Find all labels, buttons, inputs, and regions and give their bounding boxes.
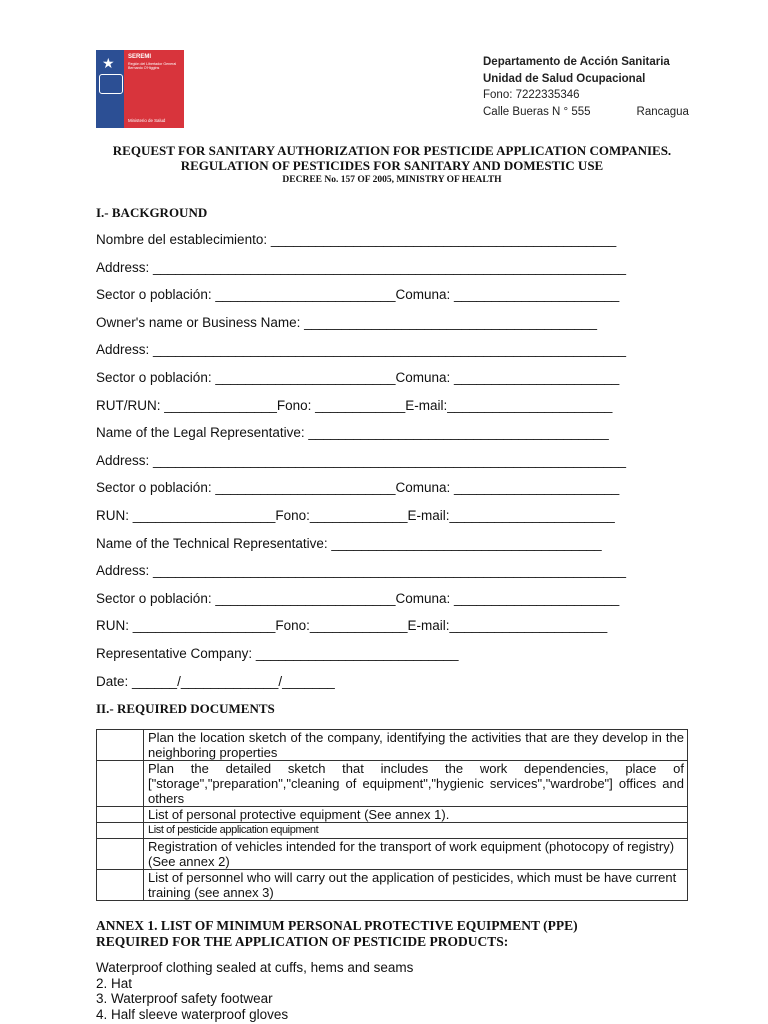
field-sector-comuna[interactable]: Sector o población: ________________________Comuna: ______________________ bbox=[96, 287, 620, 303]
logo-blue-panel bbox=[96, 50, 124, 128]
field-owner-sector-comuna[interactable]: Sector o población: ________________________Comuna: ______________________ bbox=[96, 369, 620, 385]
section-required-documents-heading: II.- REQUIRED DOCUMENTS bbox=[96, 701, 275, 716]
field-owner-address[interactable]: Address: _______________________________________________________________ bbox=[96, 342, 627, 358]
background-form bbox=[96, 230, 676, 699]
department-phone: Fono: 7222335346 bbox=[483, 89, 580, 101]
field-technical-address[interactable]: Address: _______________________________________________________________ bbox=[96, 563, 627, 579]
check-cell[interactable] bbox=[97, 839, 144, 870]
field-technical-run-fono-email[interactable]: RUN: ___________________Fono:_____________E-mail:_____________________ bbox=[96, 618, 608, 634]
document-item: Plan the location sketch of the company, identifying the activities that are they develop in the neighboring properties bbox=[144, 730, 688, 761]
document-item: List of pesticide application equipment bbox=[144, 823, 688, 839]
field-legal-run-fono-email[interactable]: RUN: ___________________Fono:_____________E-mail:______________________ bbox=[96, 507, 615, 523]
department-address: Calle Bueras N ° 555 bbox=[483, 105, 591, 118]
department-info bbox=[483, 54, 689, 120]
table-row bbox=[97, 839, 688, 870]
list-item: 3. Waterproof safety footwear bbox=[96, 991, 273, 1006]
document-item: Registration of vehicles intended for the transport of work equipment (photocopy of registry) (See annex 2) bbox=[144, 839, 688, 870]
list-item: Waterproof clothing sealed at cuffs, hems and seams bbox=[96, 960, 414, 975]
list-item: 4. Half sleeve waterproof gloves bbox=[96, 1006, 289, 1022]
document-item: List of personal protective equipment (See annex 1). bbox=[144, 807, 688, 823]
unit-name: Unidad de Salud Ocupacional bbox=[483, 72, 646, 85]
check-cell[interactable] bbox=[97, 761, 144, 807]
logo-region: Región del Libertador General Bernardo O'Higgins bbox=[128, 62, 177, 71]
star-icon: ★ bbox=[102, 55, 115, 71]
department-city: Rancagua bbox=[636, 105, 689, 118]
field-legal-sector-comuna[interactable]: Sector o población: ________________________Comuna: ______________________ bbox=[96, 480, 620, 496]
section-background-heading: I.- BACKGROUND bbox=[96, 205, 208, 220]
annex-heading bbox=[96, 918, 578, 950]
field-address[interactable]: Address: _______________________________________________________________ bbox=[96, 259, 627, 275]
field-rut-fono-email[interactable]: RUT/RUN: _______________Fono: ____________E-mail:______________________ bbox=[96, 397, 613, 413]
document-decree: DECREE No. 157 OF 2005, MINISTRY OF HEALTH bbox=[282, 175, 502, 185]
field-owner-name[interactable]: Owner's name or Business Name: _______________________________________ bbox=[96, 314, 597, 330]
table-row bbox=[97, 823, 688, 839]
table-row bbox=[97, 807, 688, 823]
field-establishment-name[interactable]: Nombre del establecimiento: ______________________________________________ bbox=[96, 232, 617, 247]
required-documents-table bbox=[96, 729, 688, 901]
document-title: REQUEST FOR SANITARY AUTHORIZATION FOR PESTICIDE APPLICATION COMPANIES. bbox=[112, 143, 672, 158]
field-technical-sector-comuna[interactable]: Sector o población: ________________________Comuna: ______________________ bbox=[96, 590, 620, 606]
table-row bbox=[97, 761, 688, 807]
field-technical-representative[interactable]: Name of the Technical Representative: ____________________________________ bbox=[96, 535, 602, 551]
crest-icon bbox=[99, 74, 123, 94]
field-legal-address[interactable]: Address: _______________________________________________________________ bbox=[96, 452, 627, 468]
logo-org: SEREMI bbox=[128, 54, 152, 60]
document-item: Plan the detailed sketch that includes the work dependencies, place of ["storage","preparation","cleaning of equipment","hygienic services","wardrobe"] offices and others bbox=[144, 761, 688, 807]
seremi-logo bbox=[96, 50, 184, 128]
annex-heading-line2: REQUIRED FOR THE APPLICATION OF PESTICIDE PRODUCTS: bbox=[96, 934, 509, 949]
check-cell[interactable] bbox=[97, 870, 144, 901]
table-row bbox=[97, 730, 688, 761]
document-subtitle: REGULATION OF PESTICIDES FOR SANITARY AND DOMESTIC USE bbox=[180, 158, 604, 173]
ppe-list bbox=[96, 960, 413, 1022]
list-item: 2. Hat bbox=[96, 975, 133, 991]
check-cell[interactable] bbox=[97, 807, 144, 823]
check-cell[interactable] bbox=[97, 730, 144, 761]
field-legal-representative[interactable]: Name of the Legal Representative: ________________________________________ bbox=[96, 425, 609, 441]
check-cell[interactable] bbox=[97, 823, 144, 839]
logo-ministry: Ministerio de Salud bbox=[128, 117, 166, 123]
department-address-row bbox=[483, 104, 689, 121]
logo-red-panel bbox=[124, 50, 184, 128]
annex-heading-line1: ANNEX 1. LIST OF MINIMUM PERSONAL PROTECTIVE EQUIPMENT (PPE) bbox=[96, 918, 578, 933]
field-representative-company[interactable]: Representative Company: ___________________________ bbox=[96, 645, 459, 661]
field-date[interactable]: Date: ______/_____________/_______ bbox=[96, 673, 335, 689]
table-row bbox=[97, 870, 688, 901]
department-name: Departamento de Acción Sanitaria bbox=[483, 56, 670, 68]
document-item: List of personnel who will carry out the application of pesticides, which must be have current training (see annex 3) bbox=[144, 870, 688, 901]
